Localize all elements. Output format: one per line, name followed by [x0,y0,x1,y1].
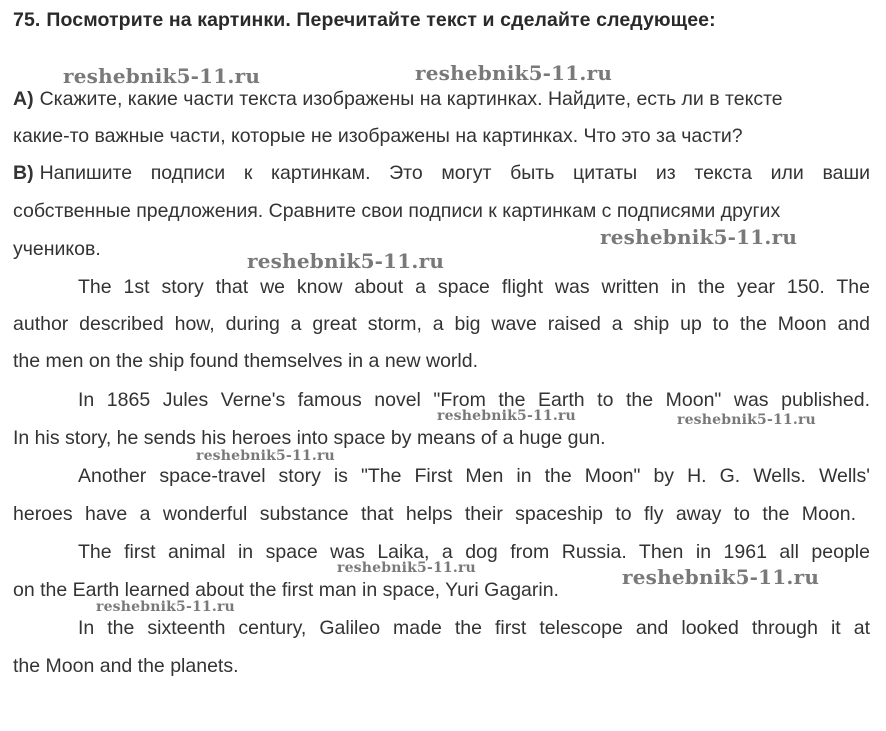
watermark: reshebnik5-11.ru [337,560,476,576]
watermark: reshebnik5-11.ru [415,61,613,85]
watermark: reshebnik5-11.ru [247,249,445,273]
watermark: reshebnik5-11.ru [96,599,235,615]
exercise-number: 75. [13,9,41,31]
task-a-text-1: Скажите, какие части текста изображены на картинках. Найдите, есть ли в тексте [39,88,783,110]
paragraph-3-line-2: heroes have a wonderful substance that helps their spaceship to fly away to the Moon. [13,503,856,525]
task-a-label: А) [13,88,34,110]
paragraph-1-line-3: the men on the ship found themselves in a new world. [13,350,479,372]
paragraph-3-line-1: Another space-travel story is "The First Men in the Moon" by H. G. Wells. Wells' [78,465,870,487]
task-a-line-2: какие-то важные части, которые не изображены на картинках. Что это за части? [13,125,743,147]
watermark: reshebnik5-11.ru [622,565,820,589]
task-b-line-3: учеников. [13,238,101,260]
task-b-text-1: Напишите подписи к картинкам. Это могут быть цитаты из текста или ваши [39,162,870,184]
paragraph-4-line-1: The first animal in space was Laika, a dog from Russia. Then in 1961 all people [78,541,870,563]
task-b-line-1 [13,161,870,185]
paragraph-2-line-1: In 1865 Jules Verne's famous novel "From the Earth to the Moon" was published. [78,389,870,411]
task-b-line-2: собственные предложения. Сравните свои подписи к картинкам с подписями других [13,200,781,222]
paragraph-1-line-1: The 1st story that we know about a space flight was written in the year 150. The [78,276,870,298]
watermark: reshebnik5-11.ru [600,225,798,249]
task-b-label: В) [13,162,34,184]
paragraph-4-line-2: on the Earth learned about the first man in space, Yuri Gagarin. [13,579,559,601]
task-a-line-1 [13,87,783,111]
paragraph-5-line-2: the Moon and the planets. [13,655,239,677]
paragraph-5-line-1: In the sixteenth century, Galileo made the first telescope and looked through it at [78,617,870,639]
watermark: reshebnik5-11.ru [437,408,576,424]
paragraph-2-line-2: In his story, he sends his heroes into space by means of a huge gun. [13,427,606,449]
exercise-heading [13,9,716,32]
exercise-title: Посмотрите на картинки. Перечитайте текст и сделайте следующее: [46,9,716,31]
paragraph-1-line-2: author described how, during a great storm, a big wave raised a ship up to the Moon and [13,313,870,335]
watermark: reshebnik5-11.ru [677,412,816,428]
watermark: reshebnik5-11.ru [63,64,261,88]
watermark: reshebnik5-11.ru [196,448,335,464]
